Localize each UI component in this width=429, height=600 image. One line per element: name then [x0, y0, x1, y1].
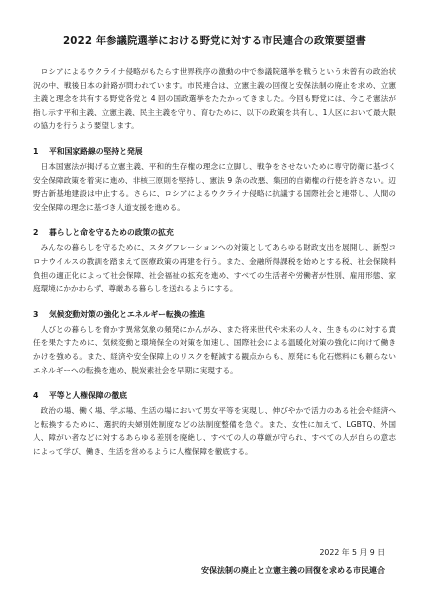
section-body: 日本国憲法が掲げる立憲主義、平和的生存権の理念に立脚し、戦争をさせないために専守防衛に基づく安全保障政策を着実に進め、非核三原則を堅持し、憲法 9 条の改悪、集団的自衛権の行使を許さない。辺野古新基地建設は中止する。さらに、ロシアによるウクライナ侵略に抗議する国際社会と連帯し、人間の安全保障の理念に基づき人道支援を進める。	[33, 161, 396, 212]
section-heading	[33, 146, 396, 158]
document-date: 2022 年 5 月 9 日	[319, 548, 385, 557]
section-1	[33, 146, 396, 214]
section-title: 気候変動対策の強化とエネルギー転換の推進	[49, 309, 205, 319]
section-number: 2	[33, 228, 39, 238]
section-3	[33, 309, 396, 377]
section-title: 暮らしと命を守るための政策の拡充	[49, 228, 174, 238]
section-heading	[33, 227, 396, 239]
section-title: 平等と人権保障の徹底	[49, 391, 127, 401]
section-heading	[33, 309, 396, 321]
section-title: 平和国家路線の堅持と発展	[49, 146, 143, 156]
document-title: 2022 年参議院選挙における野党に対する市民連合の政策要望書	[63, 36, 366, 47]
section-body: 人びとの暮らしを脅かす異常気象の頻発にかんがみ、また将来世代や未来の人々、生きものに対する責任を果たすために、気候変動と環境保全の対策を加速し、国際社会による温暖化対策の強化に向けて働きかけを強める。また、経済や安全保障上のリスクを軽減する観点からも、原発にも化石燃料にも頼らないエネルギーへの転換を進め、脱炭素社会を早期に実現する。	[33, 324, 396, 375]
section-body: 政治の場、働く場、学ぶ場、生活の場において男女平等を実現し、伸びやかで活力のある社会や経済へと転換するために、選択的夫婦別姓制度などの法制度整備を急ぐ。また、女性に加えて、LGBTQ、外国人、障がい者などに対するあらゆる差別を廃絶し、すべての人の尊厳が守られ、すべての人が自らの意志によって学び、働き、生活を営めるように人権保障を徹底する。	[33, 406, 396, 456]
section-body: みんなの暮らしを守るために、スタグフレーションへの対策としてあらゆる財政支出を展開し、新型コロナウイルスの教訓を踏まえて医療政策の再建を行う。また、金融所得課税を始めとする税、社会保険料負担の適正化によって社会保障、社会福祉の拡充を進め、すべての生活者や労働者が性別、雇用形態、家庭環境にかかわらず、尊厳ある暮らしを送れるようにする。	[33, 243, 396, 294]
section-4	[33, 390, 396, 458]
section-number: 3	[33, 309, 39, 319]
section-number: 4	[33, 391, 39, 401]
intro-paragraph: ロシアによるウクライナ侵略がもたらす世界秩序の激動の中で参議院選挙を戦うという未曾有の政治状況の中、戦後日本の針路が問われています。市民連合は、立憲主義の回復と安保法制の廃止を求め、立憲主義と理念を共有する野党各党と 4 回の国政選挙をたたかってきました。今回も野党には、今こそ憲法が指し示す平和主義、立憲主義、民主主義を守り、育むために、以下の政策を共有し、1人区において最大限の協力を行うよう要望します。	[33, 67, 396, 131]
section-heading	[33, 390, 396, 402]
section-number: 1	[33, 146, 39, 156]
section-2	[33, 227, 396, 295]
signatory-organization: 安保法制の廃止と立憲主義の回復を求める市民連合	[201, 566, 385, 575]
